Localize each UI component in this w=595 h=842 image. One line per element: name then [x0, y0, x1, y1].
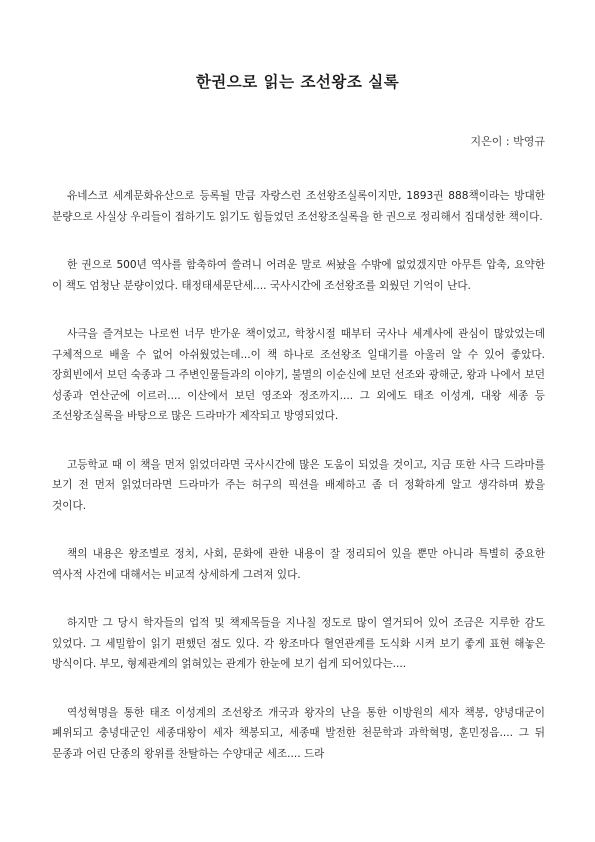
paragraph: 고등학교 때 이 책을 먼저 읽었더라면 국사시간에 많은 도움이 되었을 것이고, 지금 또한 사극 드라마를 보기 전 먼저 읽었더라면 드라마가 주는 허구의 픽션을 배제하고 좀 더 정확하게 알고 생각하며 봤을 것이다.	[52, 458, 545, 512]
document-body	[52, 186, 545, 792]
author-line: 지은이 : 박영규	[470, 135, 545, 148]
paragraph: 한 권으로 500년 역사를 함축하여 쓸려니 어려운 말로 써놨을 수밖에 없었겠지만 아무튼 압축, 요약한 이 책도 엄청난 분량이었다. 태정태세문단세.... 국사시간에 조선왕조를 외웠던 기억이 난다.	[52, 259, 545, 292]
paragraph: 역성혁명을 통한 태조 이성계의 조선왕조 개국과 왕자의 난을 통한 이방원의 세자 책봉, 양녕대군이 폐위되고 충녕대군인 세종대왕이 세자 책봉되고, 세종때 발전한 천문학과 과학혁명, 훈민정음.... 그 뒤 문종과 어린 단종의 왕위를 찬탈하는 수양대군 세조.... 드라	[52, 706, 545, 760]
paragraph: 사극을 즐겨보는 나로썬 너무 반가운 책이었고, 학창시절 때부터 국사나 세계사에 관심이 많았었는데 구체적으로 배울 수 없어 아쉬웠었는데...이 책 하나로 조선왕조 일대기를 아울러 알 수 있어 좋았다. 장희빈에서 보던 숙종과 그 주변인물들과의 이야기, 불멸의 이순신에 보던 선조와 광해군, 왕과 나에서 보던 성종과 연산군에 이르러.... 이산에서 보던 영조와 정조까지.... 그 외에도 태조 이성계, 대왕 세종 등 조선왕조실록을 바탕으로 많은 드라마가 제작되고 방영되었다.	[52, 328, 545, 422]
paragraph: 하지만 그 당시 학자들의 업적 및 책제목들을 지나칠 정도로 많이 열거되어 있어 조금은 지루한 감도 있었다. 그 세밀함이 읽기 편했던 점도 있다. 각 왕조마다 혈연관계를 도식화 시켜 보기 좋게 표현 해놓은 방식이다. 부모, 형제관계의 얽혀있는 관계가 한눈에 보기 쉽게 되어있다는....	[52, 617, 545, 670]
document-title: 한권으로 읽는 조선왕조 실록	[195, 73, 400, 91]
paragraph: 책의 내용은 왕조별로 정치, 사회, 문화에 관한 내용이 잘 정리되어 있을 뿐만 아니라 특별히 중요한 역사적 사건에 대해서는 비교적 상세하게 그려져 있다.	[52, 548, 545, 581]
paragraph: 유네스코 세계문화유산으로 등록될 만큼 자랑스런 조선왕조실록이지만, 1893권 888책이라는 방대한 분량으로 사실상 우리들이 접하기도 읽기도 힘들었던 조선왕조실록을 한 권으로 정리해서 집대성한 책이다.	[52, 190, 545, 223]
